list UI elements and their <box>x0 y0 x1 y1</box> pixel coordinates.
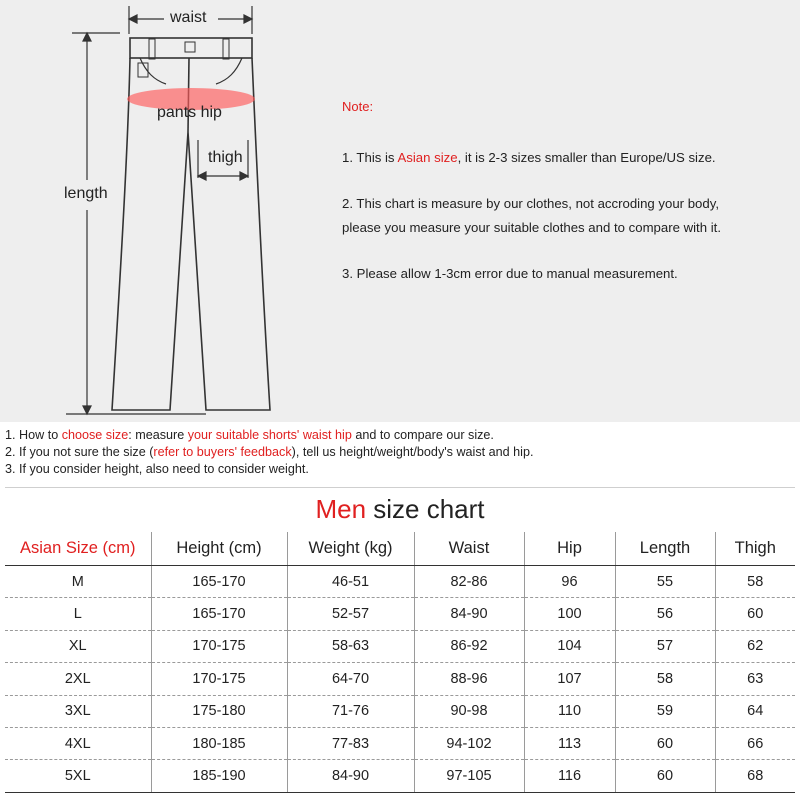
cell-thigh: 63 <box>715 663 795 695</box>
tip-2 <box>5 444 533 461</box>
cell-height: 170-175 <box>151 630 287 662</box>
cell-waist: 97-105 <box>414 760 524 792</box>
size-chart-table <box>5 532 795 793</box>
note-line-2b: please you measure your suitable clothes and to compare with it. <box>342 220 721 235</box>
cell-height: 165-170 <box>151 566 287 598</box>
tip-1-e: and to compare our size. <box>351 428 494 442</box>
note-line-1-post: , it is 2-3 sizes smaller than Europe/US size. <box>457 150 716 165</box>
cell-weight: 58-63 <box>287 630 414 662</box>
table-row <box>5 695 795 727</box>
cell-length: 57 <box>615 630 715 662</box>
asian-size-highlight: Asian size <box>397 150 458 165</box>
col-header-length: Length <box>615 532 715 566</box>
cell-height: 180-185 <box>151 727 287 759</box>
cell-length: 56 <box>615 598 715 630</box>
cell-length: 60 <box>615 727 715 759</box>
cell-waist: 90-98 <box>414 695 524 727</box>
cell-size: 4XL <box>5 727 151 759</box>
note-block <box>342 99 782 286</box>
cell-length: 60 <box>615 760 715 792</box>
cell-hip: 96 <box>524 566 615 598</box>
cell-waist: 86-92 <box>414 630 524 662</box>
cell-weight: 64-70 <box>287 663 414 695</box>
waist-label: waist <box>170 9 207 26</box>
cell-thigh: 68 <box>715 760 795 792</box>
cell-height: 185-190 <box>151 760 287 792</box>
cell-weight: 52-57 <box>287 598 414 630</box>
note-line-2a: 2. This chart is measure by our clothes, not accroding your body, <box>342 196 720 211</box>
tip-1-c: : measure <box>128 428 188 442</box>
cell-length: 59 <box>615 695 715 727</box>
tip-1-d: your suitable shorts' waist hip <box>187 428 352 442</box>
table-row <box>5 663 795 695</box>
cell-length: 58 <box>615 663 715 695</box>
cell-size: XL <box>5 630 151 662</box>
table-row <box>5 760 795 792</box>
cell-thigh: 64 <box>715 695 795 727</box>
tip-1-b: choose size <box>61 428 129 442</box>
cell-hip: 113 <box>524 727 615 759</box>
cell-weight: 46-51 <box>287 566 414 598</box>
cell-hip: 110 <box>524 695 615 727</box>
cell-thigh: 60 <box>715 598 795 630</box>
length-label: length <box>64 185 108 202</box>
tip-1-a: 1. How to <box>5 428 62 442</box>
cell-weight: 71-76 <box>287 695 414 727</box>
cell-hip: 104 <box>524 630 615 662</box>
table-row <box>5 630 795 662</box>
cell-size: L <box>5 598 151 630</box>
cell-thigh: 62 <box>715 630 795 662</box>
cell-thigh: 66 <box>715 727 795 759</box>
note-line-3: 3. Please allow 1-3cm error due to manual measurement. <box>342 266 678 281</box>
thigh-label: thigh <box>208 149 243 166</box>
col-header-thigh: Thigh <box>715 532 795 566</box>
cell-size: 2XL <box>5 663 151 695</box>
tips-block <box>5 427 533 478</box>
col-header-height: Height (cm) <box>151 532 287 566</box>
cell-thigh: 58 <box>715 566 795 598</box>
table-row <box>5 727 795 759</box>
cell-size: M <box>5 566 151 598</box>
cell-height: 175-180 <box>151 695 287 727</box>
divider <box>5 487 795 488</box>
col-header-waist: Waist <box>414 532 524 566</box>
note-title: Note: <box>342 99 374 114</box>
cell-hip: 116 <box>524 760 615 792</box>
cell-height: 165-170 <box>151 598 287 630</box>
col-header-weight: Weight (kg) <box>287 532 414 566</box>
cell-waist: 84-90 <box>414 598 524 630</box>
cell-weight: 77-83 <box>287 727 414 759</box>
cell-size: 5XL <box>5 760 151 792</box>
chart-title <box>0 494 800 525</box>
cell-hip: 107 <box>524 663 615 695</box>
col-header-hip: Hip <box>524 532 615 566</box>
cell-weight: 84-90 <box>287 760 414 792</box>
tip-3: 3. If you consider height, also need to consider weight. <box>5 462 309 476</box>
note-line-1-pre: 1. This is <box>342 150 398 165</box>
tip-2-a: 2. If you not sure the size ( <box>5 445 154 459</box>
cell-waist: 88-96 <box>414 663 524 695</box>
table-row <box>5 566 795 598</box>
tip-2-c: ), tell us height/weight/body's waist and hip. <box>291 445 534 459</box>
cell-height: 170-175 <box>151 663 287 695</box>
tip-1 <box>5 427 533 444</box>
pants-hip-label: pants hip <box>157 104 222 121</box>
cell-waist: 82-86 <box>414 566 524 598</box>
tip-2-b: refer to buyers' feedback <box>153 445 292 459</box>
chart-title-men: Men <box>315 494 367 524</box>
col-header-asian-size: Asian Size (cm) <box>5 532 151 566</box>
cell-length: 55 <box>615 566 715 598</box>
cell-waist: 94-102 <box>414 727 524 759</box>
chart-title-rest: size chart <box>366 494 485 524</box>
cell-size: 3XL <box>5 695 151 727</box>
note-line-1 <box>342 146 782 170</box>
cell-hip: 100 <box>524 598 615 630</box>
table-header-row <box>5 532 795 566</box>
table-row <box>5 598 795 630</box>
